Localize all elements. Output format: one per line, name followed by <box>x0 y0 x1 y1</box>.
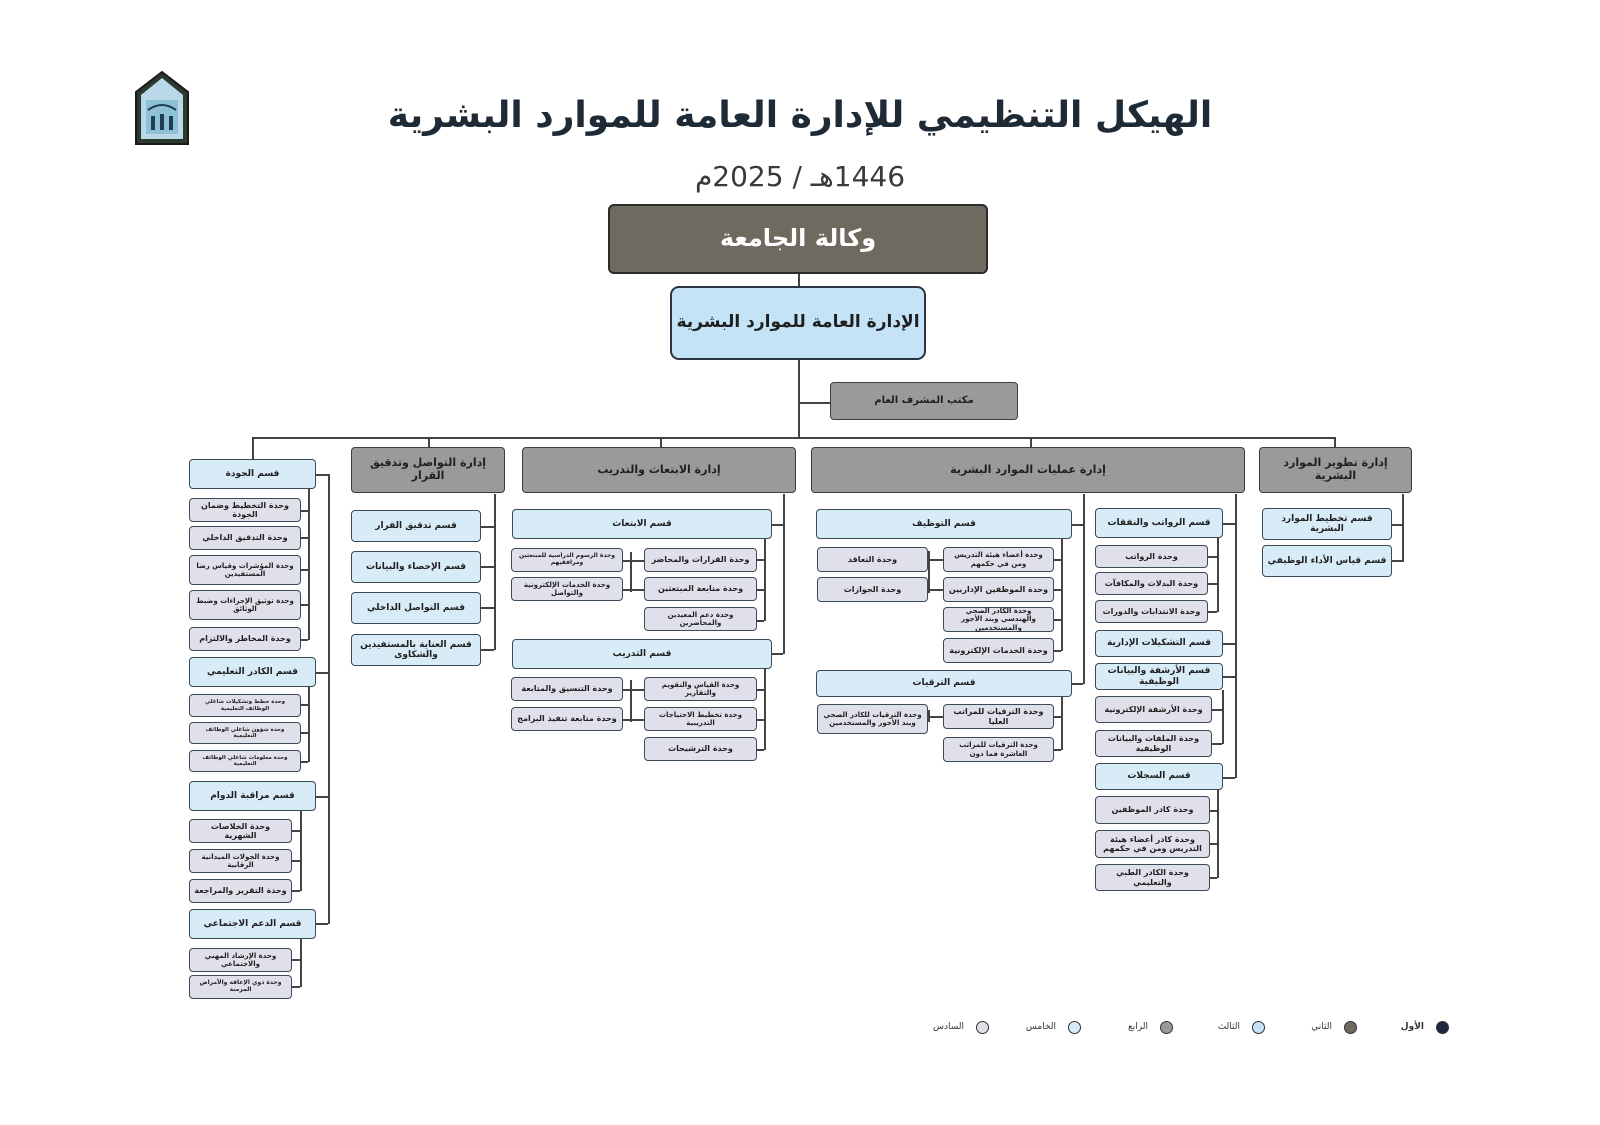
unit-tenth-promotions: وحدة الترقيات للمراتب العاشرة فما دون <box>943 737 1054 762</box>
dept-scholarship-training: إدارة الابتعاث والتدريب <box>522 447 796 493</box>
unit-edu-info: وحدة معلومات شاغلي الوظائف التعليمية <box>189 750 301 772</box>
section-admin-structures: قسم التشكيلات الإدارية <box>1095 630 1223 657</box>
section-scholarship: قسم الابتعاث <box>512 509 772 539</box>
unit-e-services: وحدة الخدمات الإلكترونية <box>943 638 1054 663</box>
section-social-support: قسم الدعم الاجتماعي <box>189 909 316 939</box>
unit-e-services-comm: وحدة الخدمات الإلكترونية والتواصل <box>511 577 623 601</box>
section-attendance: قسم مراقبة الدوام <box>189 781 316 811</box>
section-beneficiaries: قسم العناية بالمستفيدين والشكاوى <box>351 634 481 666</box>
section-salaries: قسم الرواتب والنفقات <box>1095 508 1223 538</box>
supervisor-office-box: مكتب المشرف العام <box>830 382 1018 420</box>
unit-medical-promotions: وحدة الترقيات للكادر الصحي وبند الأجور والمستخدمين <box>817 704 928 734</box>
legend-label-5: الخامس <box>1025 1022 1056 1032</box>
unit-files-data: وحدة الملفات والبيانات الوظيفية <box>1095 730 1212 757</box>
unit-faculty-records: وحدة كادر أعضاء هيئة التدريس ومن في حكمهم <box>1095 830 1210 858</box>
unit-medical-engineering: وحدة الكادر الصحي والهندسي وبند الأجور والمستخدمين <box>943 607 1054 632</box>
unit-medical-records: وحدة الكادر الطبي والتعليمي <box>1095 864 1210 891</box>
unit-admin-employees: وحدة الموظفين الإداريين <box>943 577 1054 602</box>
legend-dot-3 <box>1252 1021 1265 1034</box>
unit-program-follow: وحدة متابعة تنفيذ البرامج <box>511 707 623 731</box>
general-management-box: الإدارة العامة للموارد البشرية <box>670 286 926 360</box>
unit-salaries: وحدة الرواتب <box>1095 545 1208 568</box>
unit-senior-promotions: وحدة الترقيات للمراتب العليا <box>943 704 1054 729</box>
section-promotions: قسم الترقيات <box>816 670 1072 697</box>
unit-faculty-employment: وحدة أعضاء هيئة التدريس ومن في حكمهم <box>943 547 1054 572</box>
section-performance: قسم قياس الأداء الوظيفي <box>1262 545 1392 577</box>
university-agency-box: وكالة الجامعة <box>608 204 988 274</box>
page-title: الهيكل التنظيمي للإدارة العامة للموارد البشرية <box>387 95 1213 136</box>
unit-scholar-follow: وحدة متابعة المبتعثين <box>644 577 757 601</box>
section-records: قسم السجلات <box>1095 763 1223 790</box>
section-quality: قسم الجودة <box>189 459 316 489</box>
legend-label-3: الثالث <box>1217 1022 1240 1032</box>
dept-hr-development: إدارة تطوير الموارد البشرية <box>1259 447 1412 493</box>
unit-counseling: وحدة الإرشاد المهني والاجتماعي <box>189 948 292 972</box>
unit-measurement: وحدة القياس والتقويم والتقارير <box>644 677 757 701</box>
section-training: قسم التدريب <box>512 639 772 669</box>
unit-contracting: وحدة التعاقد <box>817 547 928 572</box>
dept-communication-audit: إدارة التواصل وتدقيق القرار <box>351 447 505 493</box>
legend-label-2: الثاني <box>1311 1022 1332 1032</box>
unit-report-review: وحدة التقرير والمراجعة <box>189 879 292 903</box>
unit-disabilities: وحدة ذوي الإعاقة والأمراض المزمنة <box>189 975 292 999</box>
legend-dot-1 <box>1436 1021 1449 1034</box>
page-subtitle: 1446هـ / 2025م <box>694 160 906 193</box>
unit-monthly-summaries: وحدة الخلاصات الشهرية <box>189 819 292 843</box>
section-employment: قسم التوظيف <box>816 509 1072 539</box>
unit-internal-audit: وحدة التدقيق الداخلي <box>189 526 301 550</box>
section-decision-audit: قسم تدقيق القرار <box>351 510 481 542</box>
section-archiving: قسم الأرشفة والبيانات الوظيفية <box>1095 663 1223 690</box>
section-educational-staff: قسم الكادر التعليمي <box>189 657 316 687</box>
unit-e-archiving: وحدة الأرشفة الإلكترونية <box>1095 696 1212 723</box>
legend-dot-2 <box>1344 1021 1357 1034</box>
unit-passports: وحدة الجوازات <box>817 577 928 602</box>
unit-tuition-fees: وحدة الرسوم الدراسية للمبتعثين ومرافقيهم <box>511 548 623 572</box>
unit-edu-plans: وحدة خطط وتشكيلات شاغلي الوظائف التعليمية <box>189 694 301 717</box>
dept-hr-operations: إدارة عمليات الموارد البشرية <box>811 447 1245 493</box>
legend-dot-5 <box>1068 1021 1081 1034</box>
unit-edu-affairs: وحدة شؤون شاغلي الوظائف التعليمية <box>189 722 301 744</box>
unit-quality-planning: وحدة التخطيط وضمان الجودة <box>189 498 301 522</box>
unit-coordination: وحدة التنسيق والمتابعة <box>511 677 623 701</box>
section-statistics: قسم الإحصاء والبيانات <box>351 551 481 583</box>
unit-nominations: وحدة الترشيحات <box>644 737 757 761</box>
unit-risk: وحدة المخاطر والالتزام <box>189 627 301 651</box>
section-internal-comm: قسم التواصل الداخلي <box>351 592 481 624</box>
unit-training-needs: وحدة تخطيط الاحتياجات التدريبية <box>644 707 757 731</box>
legend-label-1: الأول <box>1400 1022 1424 1032</box>
unit-lecturers-support: وحدة دعم المعيدين والمحاضرين <box>644 607 757 631</box>
legend-dot-4 <box>1160 1021 1173 1034</box>
section-hr-planning: قسم تخطيط الموارد البشرية <box>1262 508 1392 540</box>
unit-allowances: وحدة البدلات والمكافآت <box>1095 572 1208 595</box>
unit-staff-records: وحدة كادر الموظفين <box>1095 796 1210 824</box>
legend-label-4: الرابع <box>1127 1022 1148 1032</box>
university-logo-icon <box>134 70 190 148</box>
unit-documentation: وحدة توثيق الإجراءات وضبط الوثائق <box>189 590 301 620</box>
unit-indicators: وحدة المؤشرات وقياس رضا المستفيدين <box>189 555 301 585</box>
unit-assignments: وحدة الانتدابات والدورات <box>1095 600 1208 623</box>
legend-label-6: السادس <box>932 1022 964 1032</box>
unit-field-tours: وحدة الجولات الميدانية الرقابية <box>189 849 292 873</box>
legend-dot-6 <box>976 1021 989 1034</box>
unit-decisions-minutes: وحدة القرارات والمحاضر <box>644 548 757 572</box>
